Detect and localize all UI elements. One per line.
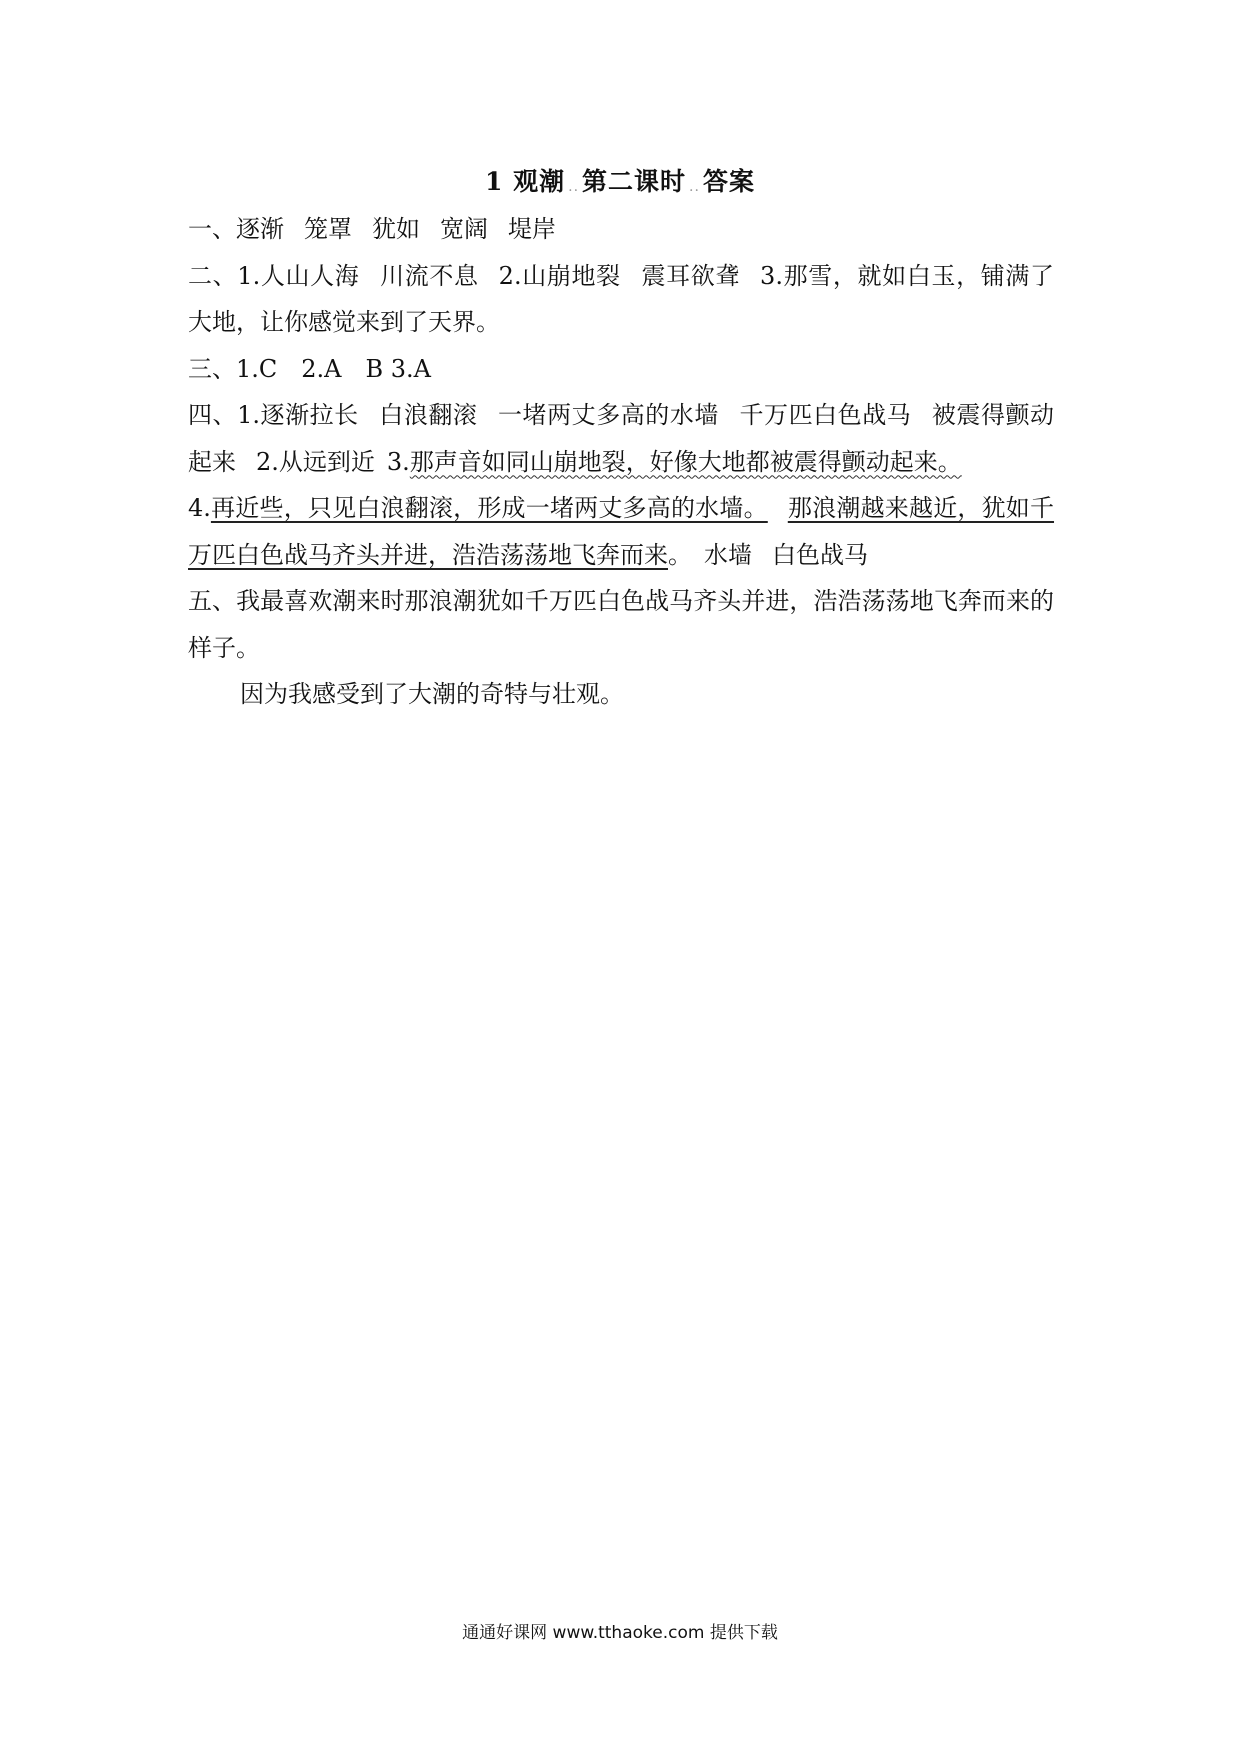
answer-word: 犹如 bbox=[372, 215, 420, 243]
answer-word: 逐渐 bbox=[236, 215, 284, 243]
answer-sentence: 那雪，就如白玉，铺满了大地，让你感觉来到了天界。 bbox=[188, 261, 1055, 336]
section-2-label: 二、 bbox=[188, 261, 238, 290]
underlined-sentence: 再近些，只见白浪翻滚，形成一堵两丈多高的水墙。 bbox=[210, 494, 768, 522]
title-separator: .. bbox=[568, 179, 580, 195]
title-lesson: 1 观潮 bbox=[485, 167, 566, 196]
answer-word: 山崩地裂 bbox=[521, 261, 621, 290]
answer-word: 堤岸 bbox=[508, 215, 556, 243]
answer-reason: 因为我感受到了大潮的奇特与壮观。 bbox=[240, 680, 624, 708]
wavy-underlined-sentence: 那声音如同山崩地裂，好像大地都被震得颤动起来。 bbox=[409, 447, 962, 476]
answer-word: 白色战马 bbox=[772, 540, 868, 569]
section-1-label: 一、 bbox=[188, 215, 236, 243]
answer-word: 笼罩 bbox=[304, 215, 352, 243]
answer-word: 川流不息 bbox=[379, 261, 479, 290]
item-number: 1. bbox=[237, 261, 261, 290]
section-2 bbox=[188, 253, 1054, 346]
section-1 bbox=[188, 206, 1054, 253]
section-4-label: 四、 bbox=[188, 401, 238, 429]
answer-word: 震耳欲聋 bbox=[640, 261, 741, 290]
footer-source: 通通好课网 www.tthaoke.com 提供下载 bbox=[462, 1623, 778, 1643]
section-5-label: 五、 bbox=[188, 587, 237, 615]
item-number: 3. bbox=[386, 447, 410, 476]
item-number: 2. bbox=[498, 261, 522, 290]
item-number: 3. bbox=[760, 261, 783, 290]
answer-word: 逐渐拉长 bbox=[260, 401, 359, 429]
answer-word: 水墙 bbox=[704, 540, 752, 569]
item-number: 1. bbox=[237, 401, 260, 429]
answer-body bbox=[188, 206, 1054, 718]
answer-word: 从远到近 bbox=[278, 447, 375, 476]
section-5-reason bbox=[188, 671, 1054, 718]
item-number: 2. bbox=[256, 447, 279, 476]
answer-word: 一堵两丈多高的水墙 bbox=[497, 401, 719, 429]
page-title bbox=[0, 162, 1240, 198]
answer-word: 人山人海 bbox=[260, 261, 360, 290]
answer-word: 被震得颤动起来 bbox=[188, 401, 1055, 476]
title-answer: 答案 bbox=[702, 167, 755, 196]
item-number: 4. bbox=[188, 494, 211, 522]
section-5 bbox=[188, 578, 1054, 671]
underlined-sentence: 那浪潮越来越近，犹如千万匹白色战马齐头并进，浩浩荡荡地飞奔而来 bbox=[188, 494, 1055, 569]
answer-word: 宽阔 bbox=[440, 215, 488, 243]
answer-word: 千万匹白色战马 bbox=[738, 401, 912, 429]
title-period: 第二课时 bbox=[582, 167, 687, 196]
section-4 bbox=[188, 392, 1054, 578]
section-3 bbox=[188, 346, 1054, 393]
title-separator: .. bbox=[689, 179, 700, 195]
sentence-end: 。 bbox=[668, 540, 692, 569]
answer-choices: 1.C 2.A B 3.A bbox=[236, 354, 431, 383]
section-3-label: 三、 bbox=[188, 354, 236, 383]
answer-paragraph: 我最喜欢潮来时那浪潮犹如千万匹白色战马齐头并进，浩浩荡荡地飞奔而来的样子。 bbox=[188, 587, 1055, 662]
answer-word: 白浪翻滚 bbox=[378, 401, 478, 429]
